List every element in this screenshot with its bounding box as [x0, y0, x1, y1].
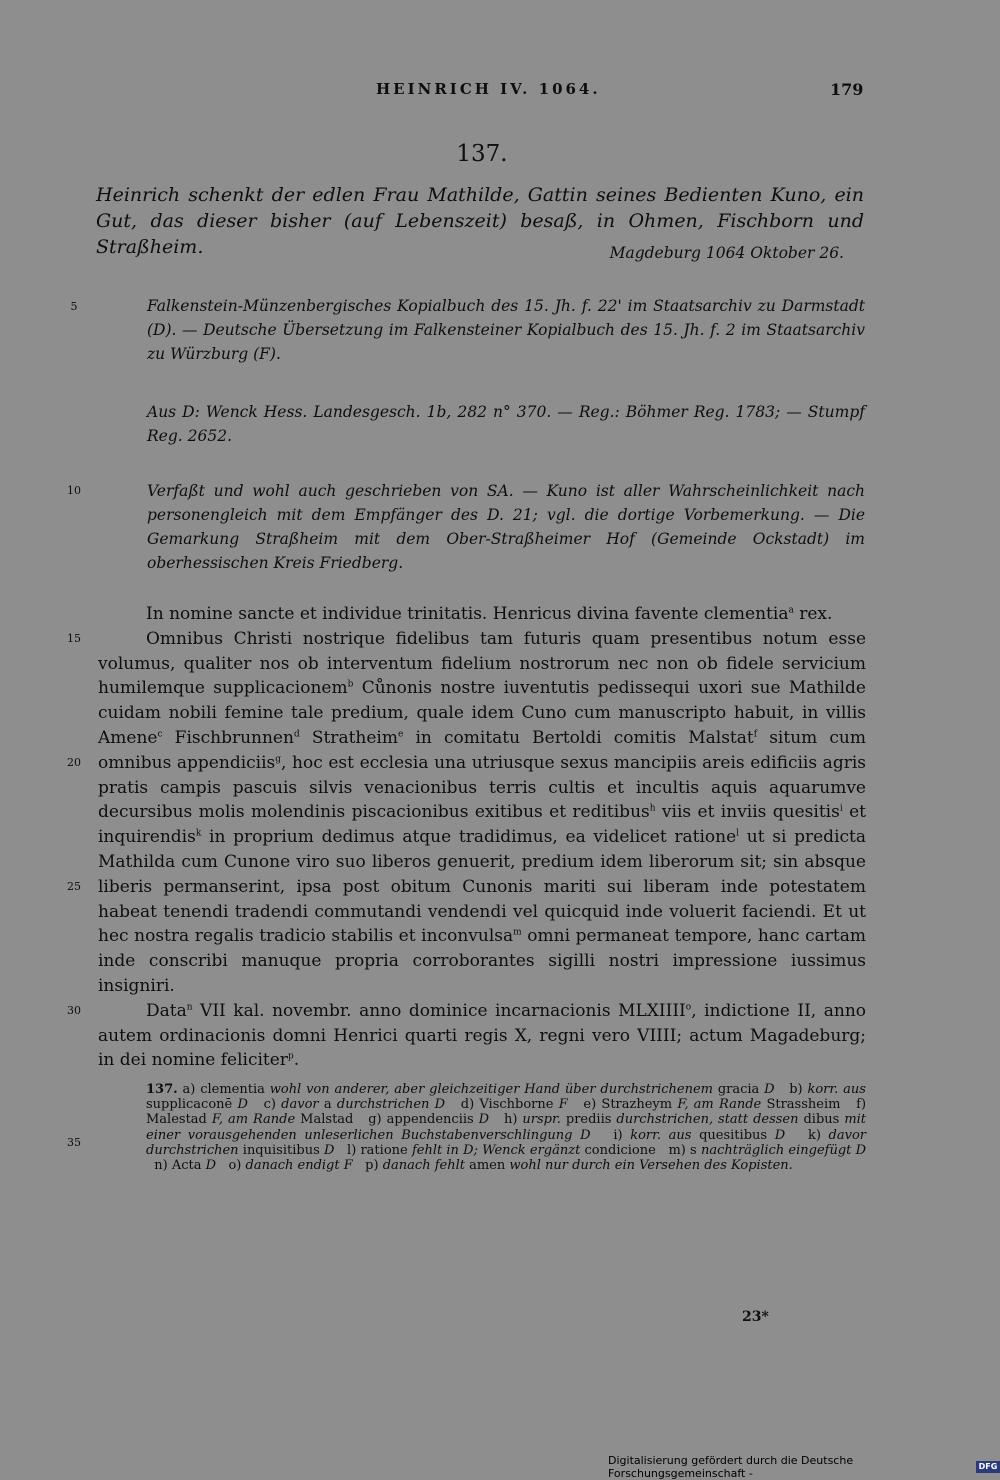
editions-description: Aus D: Wenck Hess. Landesgesch. 1b, 282 n° 370. — Reg.: Böhmer Reg. 1783; — Stumpf Reg. 2652. — [147, 403, 865, 445]
page-number: 179 — [830, 80, 864, 99]
source-description: Falkenstein-Münzenbergisches Kopialbuch des 15. Jh. f. 22' im Staatsarchiv zu Darmstadt (D). — Deutsche Übersetzung im Falkensteiner Kopialbuch des 15. Jh. f. 2 im Staatsarchiv zu Würzburg (F). — [147, 297, 865, 363]
line-number: 35 — [67, 1136, 81, 1149]
charter-paragraph: Omnibus Christi nostrique fidelibus tam futuris quam presentibus notum esse volumus, qualiter nos ob interventum fidelium nostrorum nec non ob fidele servicium humilemque supplicacionem$^b$ Cůnonis nostre iuventutis pedissequi uxori sue Mathilde cuidam nobili femine tale predium, quale idem Cuno cum manuscripto habuit, in villis Amene$^c$ Fischbrunnen$^d$ Stratheim$^e$ in comitatu Bertoldi comitis Malstat$^f$ situm cum omnibus appendiciis$^g$, hoc est ecclesia una utriusque sexus mancipiis areis edificiis agris pratis campis pascuis silvis venacionibus terris cultis et incultis aquis aquarumve decursibus molis molendinis piscacionibus exitibus et reditibus$^h$ viis et inviis quesitis$^i$ et inquirendis$^k$ in proprium dedimus atque tradidimus, ea videlicet ratione$^l$ ut si predicta Mathilda cum Cunone viro suo liberos genuerit, predium idem liberorum sit; sin absque liberis permanserint, ipsa post obitum Cunonis mariti sui liberam inde potestatem habeat tenendi tradendi commutandi vendendi vel quicquid inde voluerit faciendi. Et ut hec nostra regalis tradicio stabilis et inconvulsa$^m$ omni permaneat tempore, hanc cartam inde conscribi manuque propria corroborantes sigilli nostri impressione iussimus insigniri. — [98, 628, 867, 996]
footer-text: Digitalisierung gefördert durch die Deutsche Forschungsgemeinschaft - — [608, 1454, 854, 1480]
line-number: 15 — [67, 632, 81, 645]
document-number: 137. — [456, 141, 508, 167]
summary-line-1: Heinrich schenkt der edlen Frau Mathilde, Gattin seines Bedienten Kuno, ein — [96, 184, 864, 206]
funding-footer — [608, 1454, 1000, 1480]
line-number: 10 — [67, 484, 81, 497]
critical-apparatus: 137. a) clementia wohl von anderer, aber gleichzeitiger Hand über durchstrichenem gracia D b) korr. aus supplicaconē D c) davor a durchstrichen D d) Vischborne F e) Strazheym F, am Rande Strassheim f) Malestad F, am Rande Malstad g) appendenciis D h) urspr. prediis durchstrichen, statt dessen dibus mit einer vorausgehenden unleserlichen Buchstabenverschlingung D i) korr. aus quesitibus D k) davor durchstrichen inquisitibus D l) ratione fehlt in D; Wenck ergänzt condicione m) s nachträglich eingefügt D n) Acta D o) danach endigt F p) danach fehlt amen wohl nur durch ein Versehen des Kopisten. — [146, 1082, 867, 1174]
note-number: 137. — [146, 1082, 178, 1097]
running-head: HEINRICH IV. 1064. — [376, 80, 601, 98]
dfg-logo-icon: DFG — [976, 1461, 1000, 1473]
line-number: 30 — [67, 1004, 81, 1017]
line-number: 5 — [70, 300, 78, 313]
summary-line-2: Gut, das dieser bisher (auf Lebenszeit) besaß, in Ohmen, Fischborn und Straßheim. — [96, 210, 864, 258]
preliminary-remark: Verfaßt und wohl auch geschrieben von SA. — Kuno ist aller Wahrscheinlichkeit nach personengleich mit dem Empfänger des D. 21; vgl. die dortige Vorbemerkung. — Die Gemarkung Straßheim mit dem Ober-Straßheimer Hof (Gemeinde Ockstadt) im oberhessischen Kreis Friedberg. — [147, 482, 865, 572]
charter-paragraph: In nomine sancte et individue trinitatis. Henricus divina favente clementia$^a$ rex. — [146, 604, 833, 624]
line-number: 20 — [67, 756, 81, 769]
dateline: Magdeburg 1064 Oktober 26. — [609, 244, 844, 262]
charter-paragraph: Data$^n$ VII kal. novembr. anno dominice incarnacionis MLXIIII$^o$, indictione II, anno autem ordinacionis domni Henrici quarti regis X, regni vero VIIII; actum Magadeburg; in dei nomine feliciter$^p$. — [98, 1000, 866, 1071]
charter-text — [98, 602, 866, 1073]
signature-mark: 23* — [742, 1309, 769, 1325]
line-number: 25 — [67, 880, 81, 893]
